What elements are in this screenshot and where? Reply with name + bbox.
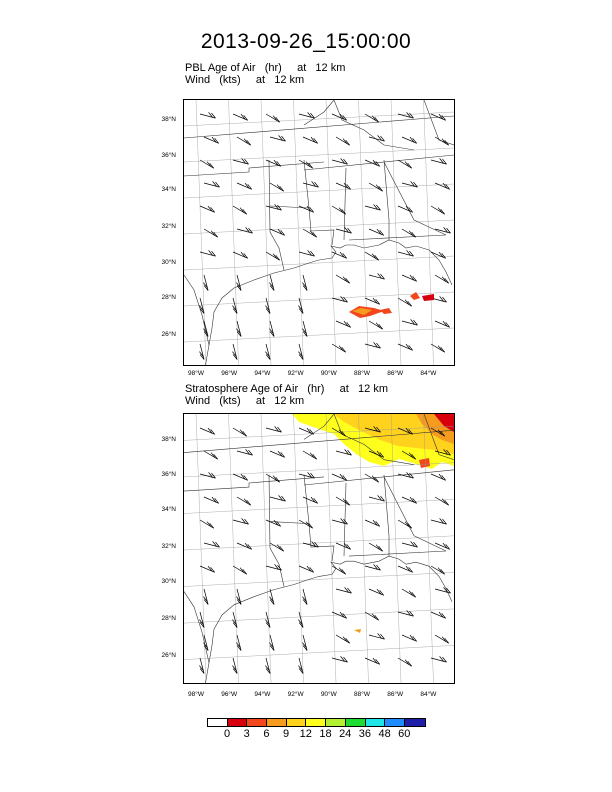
lon-tick-label: 88°W xyxy=(354,370,370,377)
stratosphere-age-map xyxy=(183,413,455,684)
lat-tick-label: 30°N xyxy=(161,259,176,266)
wind-barb xyxy=(200,250,216,256)
wind-barb xyxy=(435,587,451,593)
colorbar xyxy=(207,718,426,727)
wind-barb xyxy=(336,587,352,593)
longitude-line xyxy=(326,414,336,683)
wind-barb xyxy=(365,160,380,166)
wind-barb xyxy=(402,589,416,597)
wind-barb xyxy=(332,206,346,214)
longitude-line xyxy=(229,414,239,683)
wind-barb xyxy=(303,451,317,459)
wind-barb xyxy=(265,658,270,674)
wind-barb xyxy=(302,635,307,651)
wind-barb xyxy=(369,543,383,551)
wind-barb xyxy=(398,112,414,118)
wind-barb xyxy=(232,658,237,674)
wind-barb xyxy=(269,635,274,651)
latitude-line xyxy=(184,645,454,659)
pbl-map-svg xyxy=(184,100,454,365)
wind-barb xyxy=(232,344,237,360)
wind-barb xyxy=(203,275,208,291)
wind-barb xyxy=(237,183,252,189)
wind-barb xyxy=(265,612,270,628)
colorbar-swatch xyxy=(208,719,228,726)
wind-barb xyxy=(269,275,274,291)
wind-barb xyxy=(336,543,351,549)
wind-barb xyxy=(336,497,350,505)
wind-barb xyxy=(299,428,314,434)
lat-tick-label: 32°N xyxy=(161,223,176,230)
state-border xyxy=(384,475,389,556)
lat-tick-label: 28°N xyxy=(161,294,176,301)
colorbar-label: 12 xyxy=(299,728,312,740)
lon-tick-label: 90°W xyxy=(320,691,337,698)
wind-barb xyxy=(336,635,350,643)
wind-barb xyxy=(204,229,218,237)
longitude-line xyxy=(391,100,401,365)
wind-barb xyxy=(265,298,270,314)
longitude-line xyxy=(359,100,369,365)
lat-tick-label: 26°N xyxy=(161,331,176,338)
wind-barb xyxy=(369,495,385,501)
wind-barb xyxy=(431,474,446,480)
colorbar-swatch xyxy=(228,719,248,726)
lat-tick-label: 28°N xyxy=(161,615,176,622)
wind-barb xyxy=(233,566,247,574)
wind-barb xyxy=(431,158,447,164)
wind-barb xyxy=(398,298,412,306)
lon-tick-label: 98°W xyxy=(188,691,204,698)
lon-tick-label: 84°W xyxy=(420,691,437,698)
colorbar-swatch xyxy=(287,719,307,726)
wind-barb xyxy=(398,250,414,256)
lon-tick-label: 94°W xyxy=(254,370,271,377)
wind-barb xyxy=(269,321,274,337)
wind-barb xyxy=(299,472,315,478)
colorbar-swatch xyxy=(385,719,405,726)
colorbar-label: 18 xyxy=(319,728,332,740)
wind-barb xyxy=(298,298,303,314)
panel2-label-line2: Wind (kts) at 12 km xyxy=(185,395,305,407)
lat-tick-label: 38°N xyxy=(161,436,176,443)
wind-barb xyxy=(233,428,247,436)
wind-barb xyxy=(233,518,249,524)
wind-barb xyxy=(332,344,346,352)
wind-barb xyxy=(299,112,315,118)
wind-barb xyxy=(200,472,216,478)
lon-tick-label: 96°W xyxy=(221,691,238,698)
wind-barb xyxy=(302,321,307,337)
wind-barb xyxy=(237,227,253,233)
longitude-line xyxy=(294,100,304,365)
wind-barb xyxy=(200,206,215,212)
wind-barb xyxy=(369,229,384,235)
wind-barb xyxy=(336,321,351,327)
wind-barb xyxy=(398,160,412,168)
wind-barb xyxy=(435,543,450,549)
wind-barb xyxy=(200,566,215,572)
wind-barb xyxy=(435,321,450,327)
colorbar-label: 6 xyxy=(263,728,270,740)
wind-barb xyxy=(200,160,214,168)
wind-barb xyxy=(204,497,219,503)
colorbar-label: 60 xyxy=(398,728,411,740)
colorbar-label: 48 xyxy=(378,728,391,740)
wind-barb xyxy=(237,497,251,505)
colorbar-swatch xyxy=(306,719,326,726)
rio-grande-border xyxy=(184,592,209,663)
wind-barb xyxy=(299,566,314,572)
lat-tick-label: 36°N xyxy=(161,152,176,159)
state-border xyxy=(184,162,324,176)
wind-barb xyxy=(369,135,385,141)
wind-barb xyxy=(233,206,247,214)
lon-tick-label: 84°W xyxy=(420,370,437,377)
colorbar-swatch xyxy=(405,719,425,726)
wind-barb xyxy=(369,183,383,191)
wind-barb xyxy=(332,296,348,302)
wind-barb xyxy=(303,229,317,237)
wind-barb xyxy=(431,252,446,258)
wind-barb xyxy=(266,204,282,210)
longitude-line xyxy=(326,100,336,365)
state-border xyxy=(270,522,334,562)
wind-barb xyxy=(398,520,412,528)
wind-barb xyxy=(435,275,449,283)
latitude-line xyxy=(184,220,454,234)
wind-barb xyxy=(398,566,413,572)
wind-barb xyxy=(299,206,314,212)
colorbar-label: 3 xyxy=(243,728,250,740)
wind-barb xyxy=(402,319,418,325)
wind-barb xyxy=(332,114,347,120)
colorbar-label: 24 xyxy=(339,728,352,740)
wind-barb xyxy=(302,275,307,291)
wind-barb xyxy=(365,564,381,570)
wind-barb xyxy=(336,183,351,189)
lon-tick-label: 98°W xyxy=(188,370,204,377)
lon-tick-label: 88°W xyxy=(354,691,370,698)
wind-barb xyxy=(233,474,248,480)
wind-barb xyxy=(336,449,352,455)
wind-barb xyxy=(402,541,418,547)
colorbar-swatch xyxy=(247,719,267,726)
rio-grande-border xyxy=(184,275,209,345)
panel1-label-line2: Wind (kts) at 12 km xyxy=(185,74,305,86)
state-border xyxy=(184,477,324,491)
wind-barbs xyxy=(199,426,450,673)
panel1-label-line1: PBL Age of Air (hr) at 12 km xyxy=(185,62,346,74)
wind-barb xyxy=(232,612,237,628)
colorbar-swatch xyxy=(326,719,346,726)
latitude-line xyxy=(184,572,454,586)
wind-barbs xyxy=(199,112,450,359)
wind-barb xyxy=(365,252,379,260)
state-border xyxy=(269,475,284,587)
lon-tick-label: 90°W xyxy=(320,370,337,377)
latitude-line xyxy=(184,536,454,550)
wind-barb xyxy=(369,321,383,329)
wind-barb xyxy=(435,497,449,505)
wind-barb xyxy=(237,449,253,455)
colorbar-label: 36 xyxy=(358,728,372,740)
wind-barb xyxy=(431,612,446,618)
pbl-patch-small xyxy=(380,308,392,314)
wind-barb xyxy=(398,206,413,212)
lon-tick-label: 92°W xyxy=(287,691,304,698)
wind-barb xyxy=(203,589,208,605)
wind-barb xyxy=(402,275,417,281)
mexico-coastline xyxy=(204,663,209,683)
wind-barb xyxy=(365,114,379,122)
wind-barb xyxy=(303,137,318,143)
wind-barb xyxy=(237,137,251,145)
wind-barb xyxy=(270,451,285,457)
wind-barb xyxy=(200,112,216,118)
wind-barb xyxy=(431,518,447,524)
wind-barb xyxy=(365,520,380,526)
wind-barb xyxy=(303,497,318,503)
wind-barb xyxy=(402,635,417,641)
wind-barb xyxy=(298,658,303,674)
wind-barb xyxy=(336,227,352,233)
pbl-age-map xyxy=(183,99,455,366)
wind-barb xyxy=(365,298,380,304)
wind-barb xyxy=(299,520,313,528)
wind-barb xyxy=(365,204,381,210)
wind-barb xyxy=(302,589,307,605)
state-border xyxy=(304,100,334,125)
wind-barb xyxy=(233,252,248,258)
wind-barb xyxy=(298,344,303,360)
panel2-label-line1: Stratosphere Age of Air (hr) at 12 km xyxy=(185,383,388,395)
wind-barb xyxy=(431,114,446,120)
wind-barb xyxy=(270,495,286,501)
wind-barb xyxy=(369,273,385,279)
wind-barb xyxy=(236,589,241,605)
lat-tick-label: 30°N xyxy=(161,578,176,585)
lon-tick-label: 86°W xyxy=(387,370,404,377)
lat-tick-label: 38°N xyxy=(161,116,176,123)
lon-tick-label: 96°W xyxy=(221,370,238,377)
wind-barb xyxy=(204,181,220,187)
wind-barb xyxy=(199,344,204,360)
wind-barb xyxy=(435,227,451,233)
colorbar-label: 9 xyxy=(283,728,290,740)
wind-barb xyxy=(369,633,385,639)
colorbar-swatch xyxy=(267,719,287,726)
state-border xyxy=(304,470,454,485)
state-border xyxy=(184,116,454,138)
state-border xyxy=(424,100,454,145)
wind-barb xyxy=(435,635,449,643)
wind-barb xyxy=(332,158,348,164)
wind-barb xyxy=(270,229,285,235)
wind-barb xyxy=(431,206,445,214)
longitude-line xyxy=(294,414,304,683)
pbl-patch-red xyxy=(422,294,434,301)
wind-barb xyxy=(269,589,274,605)
lat-tick-label: 32°N xyxy=(161,543,176,550)
wind-barb xyxy=(332,656,348,662)
lon-tick-label: 92°W xyxy=(287,370,304,377)
longitude-line xyxy=(229,100,239,365)
wind-barb xyxy=(431,656,447,662)
page-title: 2013-09-26_15:00:00 xyxy=(200,30,412,53)
colorbar-swatch xyxy=(366,719,386,726)
wind-barb xyxy=(266,160,281,166)
wind-barb xyxy=(266,114,280,122)
pbl-patch-east xyxy=(410,292,420,300)
latitude-line xyxy=(184,328,454,342)
wind-barb xyxy=(336,275,350,283)
wind-barb xyxy=(204,541,220,547)
wind-barb xyxy=(332,474,347,480)
wind-barb xyxy=(336,137,350,145)
wind-barb xyxy=(270,135,286,141)
latitude-line xyxy=(184,256,454,270)
wind-barb xyxy=(266,520,281,526)
wind-barb xyxy=(435,137,449,145)
longitude-line xyxy=(424,100,434,365)
longitude-line xyxy=(261,100,271,365)
lon-tick-label: 86°W xyxy=(387,691,404,698)
state-border xyxy=(304,155,454,170)
wind-barb xyxy=(270,183,284,191)
wind-barb xyxy=(365,658,380,664)
wind-barb xyxy=(266,426,282,432)
wind-barb xyxy=(365,474,379,482)
wind-barb xyxy=(332,566,346,574)
wind-barb xyxy=(265,344,270,360)
wind-barb xyxy=(365,342,381,348)
state-border xyxy=(384,160,389,240)
strat-patch-south xyxy=(354,629,361,633)
wind-barb xyxy=(402,137,417,143)
state-border xyxy=(270,206,334,245)
state-border xyxy=(384,162,446,235)
strat-map-svg xyxy=(184,414,454,683)
wind-barb xyxy=(402,497,417,503)
wind-barb xyxy=(200,428,215,434)
wind-barb xyxy=(402,229,416,237)
wind-barb xyxy=(266,252,280,260)
wind-barb xyxy=(435,183,450,189)
wind-barb xyxy=(369,589,384,595)
colorbar-swatch xyxy=(346,719,366,726)
wind-barb xyxy=(299,250,315,256)
colorbar-label: 0 xyxy=(223,728,231,740)
wind-barb xyxy=(233,114,248,120)
wind-barb xyxy=(236,275,241,291)
lon-tick-label: 94°W xyxy=(254,691,271,698)
state-border xyxy=(269,160,284,270)
mexico-coastline xyxy=(204,345,209,365)
lat-tick-label: 36°N xyxy=(161,471,176,478)
wind-barb xyxy=(237,543,252,549)
wind-barb xyxy=(200,520,214,528)
lat-tick-label: 26°N xyxy=(161,652,176,659)
lat-tick-label: 34°N xyxy=(161,506,176,513)
wind-barb xyxy=(204,137,219,143)
wind-barb xyxy=(204,451,218,459)
wind-barb xyxy=(199,658,204,674)
wind-barb xyxy=(270,543,284,551)
wind-barb xyxy=(303,181,319,187)
lat-tick-label: 34°N xyxy=(161,186,176,193)
state-border xyxy=(384,477,446,551)
